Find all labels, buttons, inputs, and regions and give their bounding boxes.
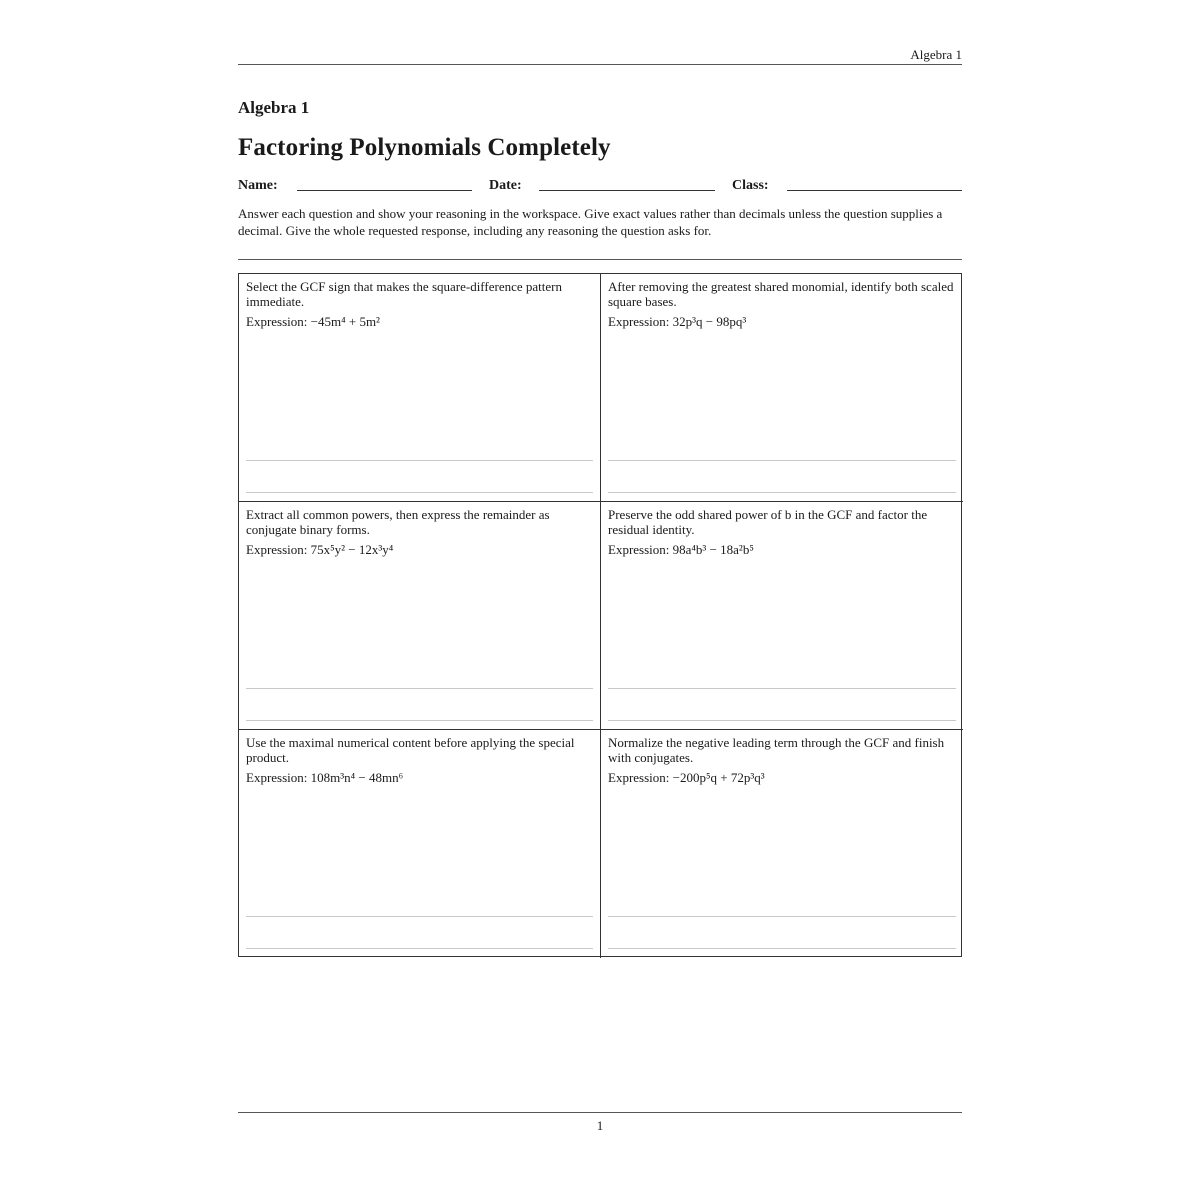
answer-line[interactable] (246, 460, 593, 461)
question-expression: Expression: 108m³n⁴ − 48mn⁶ (246, 770, 404, 785)
question-prompt: Select the GCF sign that makes the square-difference pattern immediate. (246, 279, 562, 309)
instructions: Answer each question and show your reasoning in the workspace. Give exact values rather than decimals unless the question supplies a decimal. Give the whole requested response, including any reasoning the question asks for. (238, 206, 943, 238)
question-grid (238, 273, 962, 957)
student-info-fields (238, 178, 962, 194)
question-prompt: Preserve the odd shared power of b in the GCF and factor the residual identity. (608, 507, 928, 537)
answer-line[interactable] (246, 492, 593, 493)
subject-heading: Algebra 1 (238, 98, 310, 117)
question-expression: Expression: 75x⁵y² − 12x³y⁴ (246, 542, 394, 557)
answer-line[interactable] (246, 916, 593, 917)
question-expression: Expression: 32p³q − 98pq³ (608, 314, 747, 329)
name-label: Name: (238, 178, 278, 193)
question-cell[interactable] (239, 730, 601, 958)
name-line[interactable] (297, 190, 472, 191)
class-line[interactable] (787, 190, 962, 191)
page-number: 1 (596, 1118, 604, 1133)
question-prompt: Use the maximal numerical content before applying the special product. (246, 735, 575, 765)
divider (238, 259, 962, 260)
question-prompt: After removing the greatest shared monomial, identify both scaled square bases. (608, 279, 954, 309)
answer-line[interactable] (608, 916, 956, 917)
question-cell[interactable] (601, 502, 963, 730)
question-cell[interactable] (601, 274, 963, 502)
question-expression: Expression: 98a⁴b³ − 18a²b⁵ (608, 542, 754, 557)
answer-line[interactable] (608, 460, 956, 461)
question-expression: Expression: −200p⁵q + 72p³q³ (608, 770, 765, 785)
answer-line[interactable] (246, 948, 593, 949)
date-label: Date: (489, 178, 522, 193)
answer-line[interactable] (246, 720, 593, 721)
running-header: Algebra 1 (238, 46, 962, 65)
question-cell[interactable] (239, 502, 601, 730)
answer-line[interactable] (608, 948, 956, 949)
footer-divider (238, 1112, 962, 1113)
answer-line[interactable] (608, 492, 956, 493)
class-label: Class: (732, 178, 769, 193)
answer-line[interactable] (608, 688, 956, 689)
date-line[interactable] (539, 190, 715, 191)
question-cell[interactable] (601, 730, 963, 958)
worksheet-page (238, 0, 962, 1200)
question-expression: Expression: −45m⁴ + 5m² (246, 314, 380, 329)
question-prompt: Normalize the negative leading term through the GCF and finish with conjugates. (608, 735, 945, 765)
question-prompt: Extract all common powers, then express the remainder as conjugate binary forms. (246, 507, 550, 537)
answer-line[interactable] (608, 720, 956, 721)
answer-line[interactable] (246, 688, 593, 689)
question-cell[interactable] (239, 274, 601, 502)
page-title: Factoring Polynomials Completely (238, 134, 611, 161)
